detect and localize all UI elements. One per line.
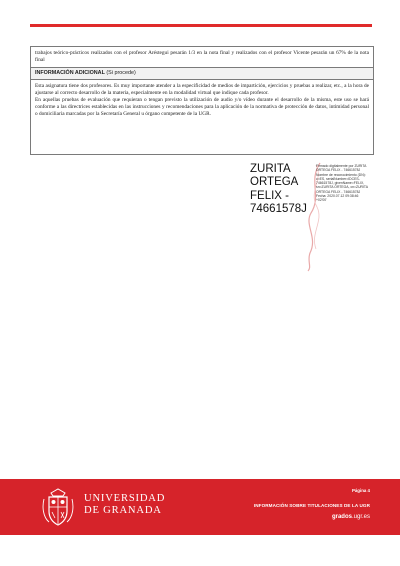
university-name [84,493,165,517]
footer-title: INFORMACIÓN SOBRE TITULACIONES DE LA UGR [253,503,370,508]
section-qualifier: (Si procede) [106,70,136,76]
signer-name-line: FELIX - [250,189,289,202]
evaluation-continuation-cell [31,47,373,68]
signer-name-line: 74661578J [250,203,307,216]
signer-name-line: ZURITA [250,163,291,175]
url-domain: .ugr.es [351,514,370,520]
section-header [31,68,373,80]
guide-table [30,46,374,155]
ugr-crest-icon [41,487,75,527]
page-footer [0,479,400,535]
footer-info [254,488,370,521]
additional-info-paragraph-1: Esta asignatura tiene dos profesores. Es muy importante atender a la especificidad de medios de impartición, ejercicios y pruebas a realizar, etc., a la hora de ajustarse al correcto desarrollo de la materia, especialmente en la modalidad virtual que indique cada profesor. [35,83,369,96]
footer-url-link[interactable] [254,514,370,521]
url-host: grados [331,514,352,520]
evaluation-text: trabajos teórico-prácticos realizados con el profesor Aréstegui pesarán 1/3 en la nota final y realizados con el profesor Vicente pesarán un 67% de la nota final [35,50,369,63]
top-accent-bar [30,24,372,27]
digital-signature [250,163,370,278]
signer-name-line: ORTEGA [250,176,299,189]
additional-info-cell [31,80,373,155]
section-title: INFORMACIÓN ADICIONAL [35,70,105,76]
university-name-line1: UNIVERSIDAD [84,493,166,504]
additional-info-paragraph-2: En aquellas pruebas de evaluación que requieran o tengan previsto la utilización de audio y/o vídeo durante el desarrollo de la misma, este uso se hará conforme a las directrices establecidas en las instrucciones y recomendaciones para la aplicación de la normativa de protección de datos, intimidad personal o domiciliaria marcadas por la Secretaría General u órgano competente de la UGR. [35,97,369,117]
page-number: Página 4 [351,488,370,493]
signature-details: Firmado digitalmente por ZURITA ORTEGA FELIX - 74661578J Nombre de reconocimiento (DN): c=ES, serialNumber=IDCES-74661578J, givenName=FELIX, sn=ZURITA ORTEGA, cn=ZURITA ORTEGA FELIX - 74661578J Fecha: 2020.07.12 09:38:46 +02'00' [316,164,368,203]
university-name-line2: DE GRANADA [84,505,162,516]
